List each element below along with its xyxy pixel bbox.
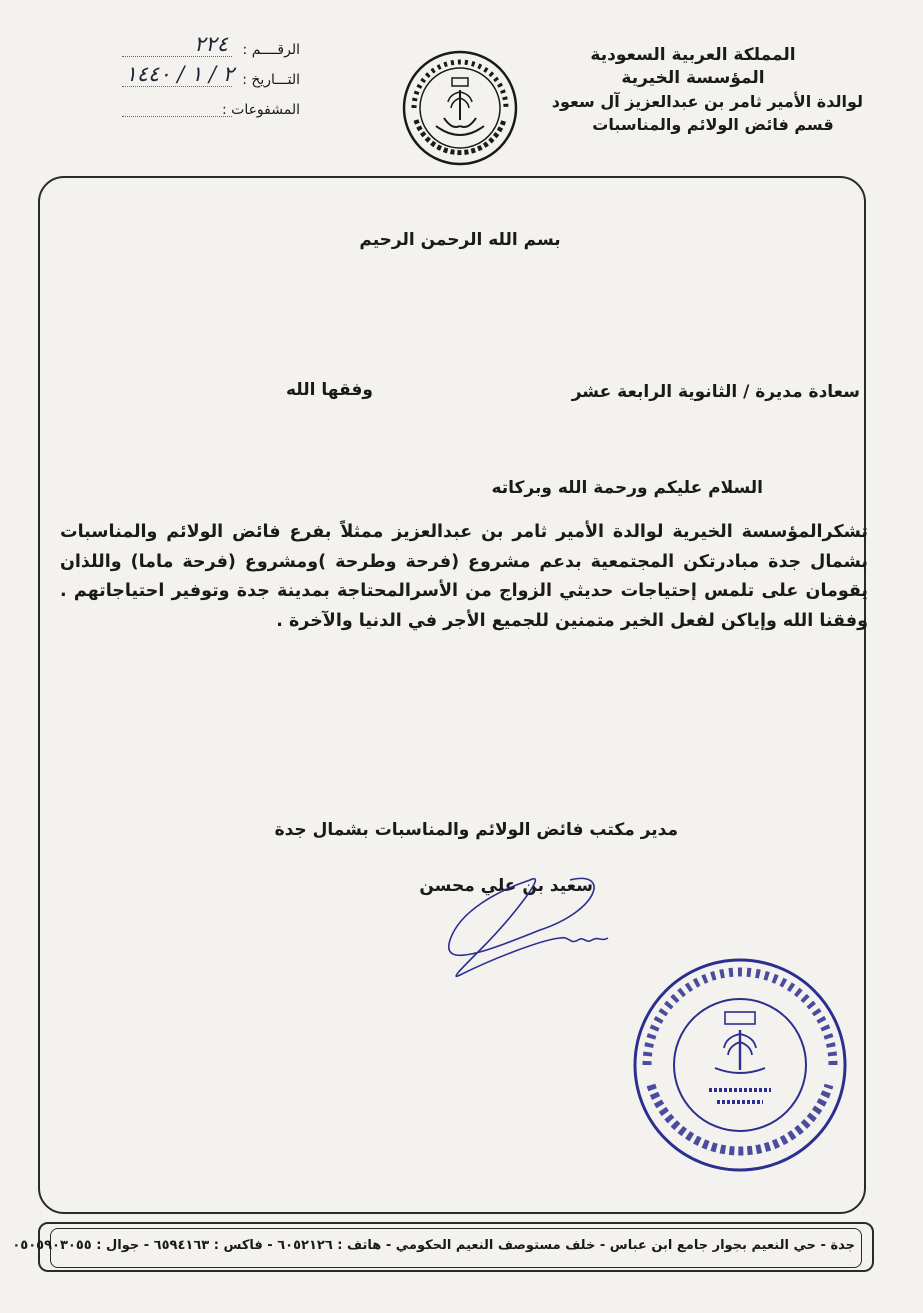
- org-name: المؤسسة الخيرية: [621, 68, 765, 88]
- organization-header: [551, 44, 863, 136]
- footer-contact-box: [12, 1222, 874, 1272]
- attachments-label: المشفوعات :: [221, 102, 300, 118]
- date-label: التـــاريخ :: [242, 72, 300, 88]
- organization-logo-icon: [400, 48, 520, 168]
- attachments-row: [24, 96, 324, 126]
- basmala: بسم الله الرحمن الرحيم: [359, 230, 561, 250]
- signatory-title: مدير مكتب فائض الولائم والمناسبات بشمال جدة: [274, 820, 678, 840]
- org-country: المملكة العربية السعودية: [590, 45, 796, 65]
- signatory-name: سعيد بن علي محسن: [419, 876, 593, 896]
- greeting: السلام عليكم ورحمة الله وبركاته: [491, 478, 763, 498]
- letter-meta: [24, 32, 324, 126]
- recipient: سعادة مديرة / الثانوية الرابعة عشر: [571, 382, 860, 402]
- date-value: ٢ / ١ / ١٤٤٠: [125, 62, 234, 86]
- date-row: [24, 62, 324, 96]
- stamp-icon: [625, 950, 855, 1180]
- recipient-blessing: وفقها الله: [286, 380, 373, 400]
- number-label: الرقــــم :: [242, 42, 300, 58]
- letter-body: تشكرالمؤسسة الخيرية لوالدة الأمير ثامر بن عبدالعزيز ممثلاً بفرع فائض الولائم والمناسبات بشمال جدة مبادرتكن المجتمعية بدعم مشروع (فرحة وطرحة )ومشروع (فرحة ماما) واللذان يقومان على تلمس إحتياجات حديثي الزواج من الأسرالمحتاجة بمدينة جدة وتوفير احتياجاتهم . وفقنا الله وإياكن لفعل الخير متمنين للجميع الأجر في الدنيا والآخرة .: [60, 522, 868, 631]
- signature-icon: [420, 860, 620, 1000]
- number-value: ٢٢٤: [194, 32, 228, 56]
- org-department: قسم فائض الولائم والمناسبات: [592, 115, 834, 134]
- footer-address: جدة - حي النعيم بجوار جامع ابن عباس - خلف مستوصف النعيم الحكومي - هاتف : ٦٠٥٢١٢٦ - فاكس : ٦٥٩٤١٦٣ - جوال : ٠٥٠٥٩٠٣٠٥٥: [12, 1238, 855, 1253]
- org-founder: لوالدة الأمير ثامر بن عبدالعزيز آل سعود: [551, 92, 863, 111]
